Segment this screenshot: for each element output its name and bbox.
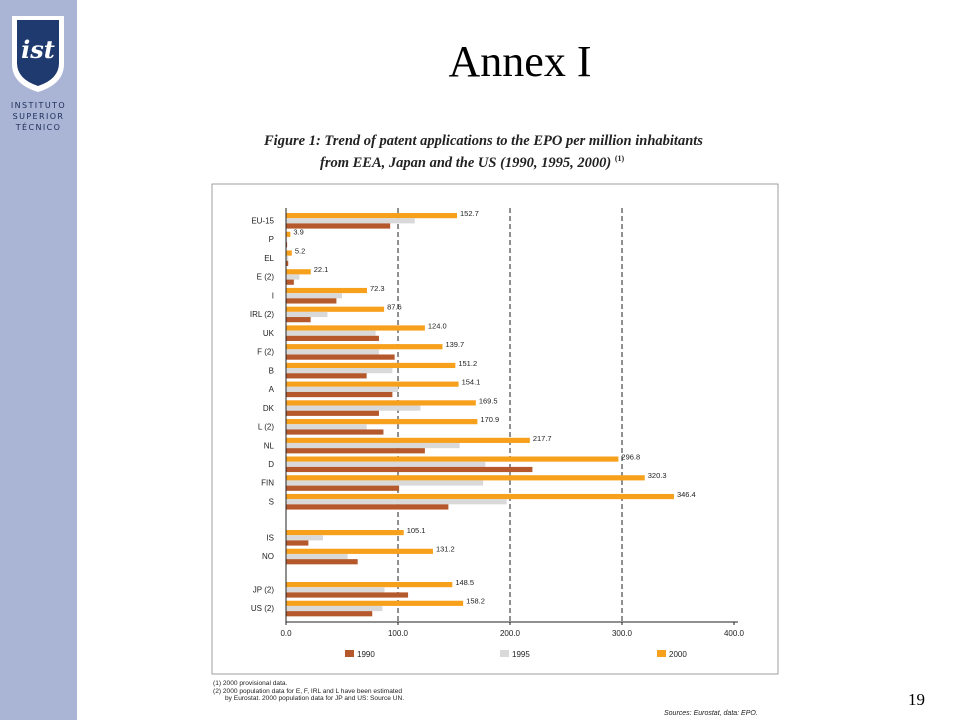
legend-swatch-2000 (657, 650, 666, 657)
bar-2000 (286, 494, 674, 499)
bar-2000 (286, 250, 292, 255)
bar-2000 (286, 213, 457, 218)
bar-2000 (286, 232, 290, 237)
bar-2000 (286, 400, 476, 405)
logo-line: SUPERIOR (12, 112, 65, 121)
bar-1990 (286, 448, 425, 453)
bar-1995 (286, 406, 420, 411)
bar-1990 (286, 298, 336, 303)
bar-1990 (286, 355, 395, 360)
category-label: FIN (261, 478, 274, 488)
x-tick-label: 300.0 (611, 629, 633, 638)
category-label: NO (262, 552, 274, 562)
category-label: F (2) (257, 347, 274, 357)
figure-note: (2) 2000 population data for E, F, IRL and L have been estimated (213, 687, 403, 695)
value-label: 131.2 (435, 544, 455, 554)
legend-label: 1995 (512, 650, 530, 659)
bar-2000 (286, 307, 384, 312)
category-label: E (2) (256, 272, 274, 282)
bar-2000 (286, 530, 404, 535)
logo-line: TÉCNICO (15, 123, 62, 132)
bar-1990 (286, 280, 294, 285)
category-label: P (268, 235, 274, 245)
x-tick-label: 100.0 (387, 629, 409, 638)
category-label: IRL (2) (249, 310, 274, 320)
category-label: US (2) (250, 604, 274, 614)
figure-note: by Eurostat. 2000 population data for JP and US: Source UN. (225, 695, 405, 703)
category-label: S (268, 497, 274, 507)
bar-1990 (286, 411, 379, 416)
category-label: A (268, 385, 274, 395)
bar-1995 (286, 368, 392, 373)
value-label: 217.7 (532, 433, 552, 443)
category-label: D (268, 459, 274, 469)
value-label: 148.5 (455, 578, 475, 587)
category-label: UK (262, 328, 274, 338)
page-number: 19 (908, 690, 925, 709)
value-label: 22.1 (313, 265, 329, 275)
bar-1990 (286, 540, 308, 545)
value-label: 72.3 (369, 283, 385, 293)
bar-1995 (286, 462, 485, 467)
value-label: 124.0 (427, 321, 447, 331)
bar-1995 (286, 587, 385, 592)
bar-2000 (286, 582, 452, 587)
x-tick-label: 400.0 (723, 629, 745, 638)
category-label: I (271, 291, 274, 301)
value-label: 105.1 (406, 526, 426, 535)
category-label: EL (264, 253, 274, 263)
value-label: 139.7 (445, 340, 465, 350)
category-label: L (2) (257, 422, 274, 432)
bar-1995 (286, 606, 382, 611)
bar-1995 (286, 312, 327, 317)
figure-caption-line1: Figure 1: Trend of patent applications to the EPO per million inhabitants (264, 133, 703, 149)
bar-1995 (286, 480, 483, 485)
category-label: NL (263, 441, 274, 451)
bar-2000 (286, 344, 442, 349)
value-label: 3.9 (293, 227, 304, 237)
bar-1990 (286, 317, 311, 322)
bar-1995 (286, 387, 398, 392)
figure-caption-line2: from EEA, Japan and the US (1990, 1995, 2000) (320, 154, 612, 171)
figure-note: (1) 2000 provisional data. (213, 680, 288, 687)
bar-2000 (286, 549, 433, 554)
value-label: 169.5 (478, 396, 498, 406)
bar-1990 (286, 429, 383, 434)
value-label: 152.7 (460, 209, 479, 218)
bar-2000 (286, 419, 477, 424)
bar-2000 (286, 363, 455, 368)
bar-2000 (286, 438, 530, 443)
legend-swatch-1995 (500, 650, 509, 657)
value-label: 170.9 (480, 415, 500, 425)
bar-1990 (286, 336, 379, 341)
bar-1995 (286, 349, 379, 354)
category-label: B (268, 366, 274, 376)
bar-1990 (286, 467, 532, 472)
category-label: DK (262, 403, 274, 413)
figure-caption-note: (1) (614, 154, 625, 163)
bar-1995 (286, 535, 323, 540)
bar-2000 (286, 601, 463, 606)
logo-mark: ist (21, 35, 55, 64)
legend-label: 1990 (357, 650, 375, 659)
x-tick-label: 0.0 (280, 629, 292, 638)
bar-2000 (286, 325, 425, 330)
value-label: 158.2 (466, 596, 485, 606)
bar-1990 (286, 504, 448, 509)
value-label: 296.8 (621, 452, 641, 462)
value-label: 346.4 (676, 489, 696, 499)
bar-2000 (286, 475, 645, 480)
bar-1990 (286, 486, 399, 491)
bar-1995 (286, 499, 507, 504)
bar-2000 (286, 288, 367, 293)
bar-1990 (286, 559, 358, 564)
bar-1995 (286, 218, 415, 223)
category-label: IS (266, 533, 274, 543)
bar-1990 (286, 611, 372, 616)
bar-1995 (286, 293, 342, 298)
bar-2000 (286, 269, 311, 274)
category-label: JP (2) (252, 585, 274, 595)
figure-sources: Sources: Eurostat, data: EPO. (664, 710, 758, 717)
bar-1995 (286, 274, 299, 279)
value-label: 87.6 (387, 302, 402, 312)
category-label: EU-15 (251, 216, 274, 226)
figure-notes (213, 680, 404, 703)
bar-1990 (286, 373, 367, 378)
bar-1995 (286, 331, 376, 336)
slide-title: Annex I (448, 37, 592, 86)
bar-1990 (286, 592, 408, 597)
legend-swatch-1990 (345, 650, 354, 657)
bar-2000 (286, 456, 618, 461)
legend-label: 2000 (669, 650, 687, 659)
bar-1995 (286, 424, 367, 429)
x-tick-label: 200.0 (499, 629, 521, 638)
bar-1995 (286, 554, 348, 559)
value-label: 5.2 (294, 246, 306, 256)
logo-line: INSTITUTO (10, 101, 67, 110)
value-label: 320.3 (647, 471, 667, 481)
value-label: 154.1 (461, 377, 481, 387)
value-label: 151.2 (458, 358, 478, 368)
bar-1990 (286, 392, 392, 397)
bar-2000 (286, 382, 459, 387)
bar-1995 (286, 443, 460, 448)
